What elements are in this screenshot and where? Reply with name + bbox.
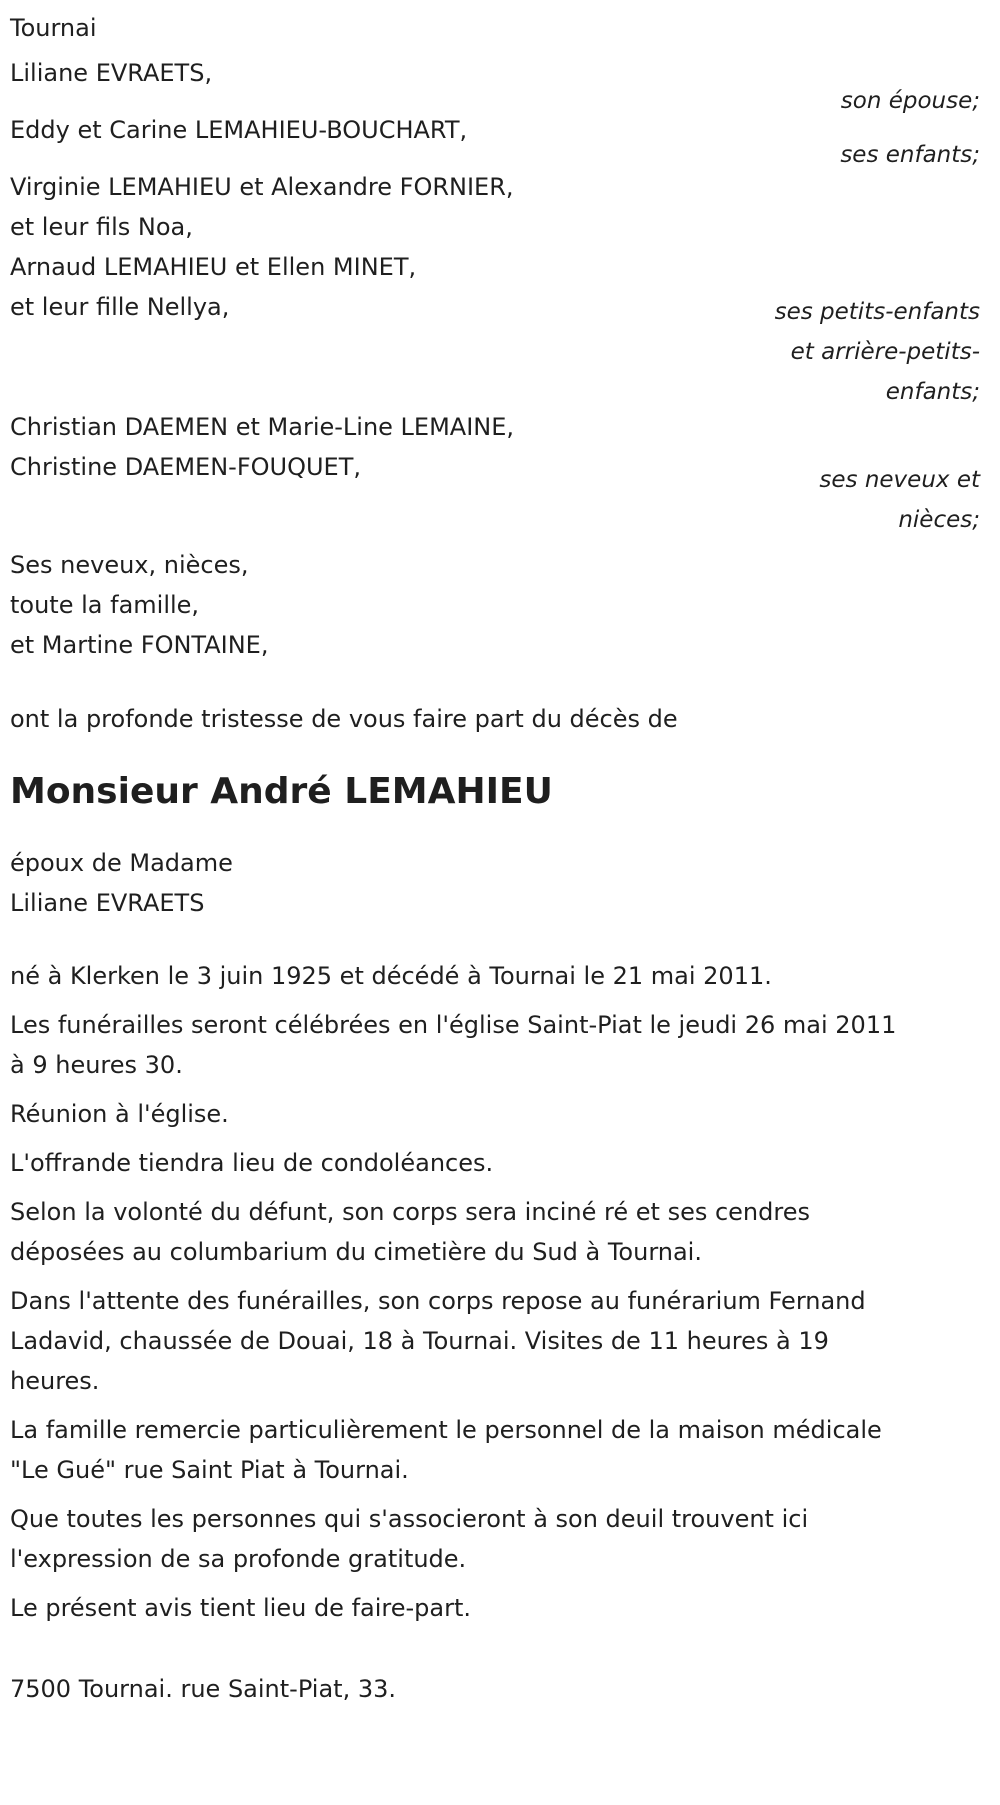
funeral-paragraph <box>10 1005 990 1085</box>
role-line: enfants; <box>885 379 980 405</box>
family-name-line: Virginie LEMAHIEU et Alexandre FORNIER, <box>10 173 514 201</box>
announcement-text: ont la profonde tristesse de vous faire part du décès de <box>10 705 678 733</box>
notice-paragraph <box>10 1588 990 1628</box>
paragraph-line: l'expression de sa profonde gratitude. <box>10 1545 467 1573</box>
funerarium-paragraph <box>10 1281 990 1401</box>
family-name-line: et leur fils Noa, <box>10 213 193 241</box>
family-group-grandchildren <box>10 167 990 407</box>
family-name-line: Christine DAEMEN-FOUQUET, <box>10 453 361 481</box>
cremation-paragraph <box>10 1192 990 1272</box>
meeting-paragraph <box>10 1094 990 1134</box>
spouse-line: époux de Madame <box>10 849 233 877</box>
role-line: ses neveux et <box>819 467 980 493</box>
gratitude-paragraph <box>10 1499 990 1579</box>
role-line: ses petits-enfants <box>774 299 980 325</box>
birth-death-paragraph <box>10 956 990 996</box>
family-group-nephews <box>10 407 990 545</box>
paragraph-line: Dans l'attente des funérailles, son corps repose au funérarium Fernand <box>10 1287 866 1315</box>
paragraph-line: déposées au columbarium du cimetière du Sud à Tournai. <box>10 1238 702 1266</box>
family-name-line: Christian DAEMEN et Marie-Line LEMAINE, <box>10 413 515 441</box>
family-name-line: Liliane EVRAETS, <box>10 59 213 87</box>
family-role <box>775 292 980 412</box>
family-role <box>819 460 980 540</box>
paragraph-line: L'offrande tiendra lieu de condoléances. <box>10 1149 494 1177</box>
paragraph-line: Que toutes les personnes qui s'associeront à son deuil trouvent ici <box>10 1505 809 1533</box>
role-line: son épouse; <box>840 88 980 114</box>
paragraph-line: Les funérailles seront célébrées en l'église Saint-Piat le jeudi 26 mai 2011 <box>10 1011 897 1039</box>
obituary-content <box>10 8 990 1709</box>
paragraph-line: Selon la volonté du défunt, son corps sera inciné ré et ses cendres <box>10 1198 810 1226</box>
city-heading: Tournai <box>10 14 97 42</box>
family-name-line: Eddy et Carine LEMAHIEU-BOUCHART, <box>10 116 468 144</box>
paragraph-line: Réunion à l'église. <box>10 1100 229 1128</box>
paragraph-line: "Le Gué" rue Saint Piat à Tournai. <box>10 1456 409 1484</box>
others-line: Ses neveux, nièces, <box>10 551 249 579</box>
role-line: et arrière-petits- <box>790 339 980 365</box>
paragraph-line: heures. <box>10 1367 100 1395</box>
family-name-line: et leur fille Nellya, <box>10 293 230 321</box>
paragraph-line: né à Klerken le 3 juin 1925 et décédé à Tournai le 21 mai 2011. <box>10 962 772 990</box>
thanks-paragraph <box>10 1410 990 1490</box>
paragraph-line: Le présent avis tient lieu de faire-part. <box>10 1594 472 1622</box>
spouse-line: Liliane EVRAETS <box>10 889 205 917</box>
address-line: 7500 Tournai. rue Saint-Piat, 33. <box>10 1675 396 1703</box>
others-line: et Martine FONTAINE, <box>10 631 269 659</box>
paragraph-line: La famille remercie particulièrement le personnel de la maison médicale <box>10 1416 882 1444</box>
role-line: ses enfants; <box>840 142 980 168</box>
family-group-children <box>10 110 990 167</box>
paragraph-line: à 9 heures 30. <box>10 1051 183 1079</box>
paragraph-line: Ladavid, chaussée de Douai, 18 à Tournai. Visites de 11 heures à 19 <box>10 1327 829 1355</box>
role-line: nièces; <box>898 507 980 533</box>
deceased-name: Monsieur André LEMAHIEU <box>10 771 553 812</box>
family-name-line: Arnaud LEMAHIEU et Ellen MINET, <box>10 253 417 281</box>
others-line: toute la famille, <box>10 591 200 619</box>
offering-paragraph <box>10 1143 990 1183</box>
family-group-spouse <box>10 53 990 114</box>
